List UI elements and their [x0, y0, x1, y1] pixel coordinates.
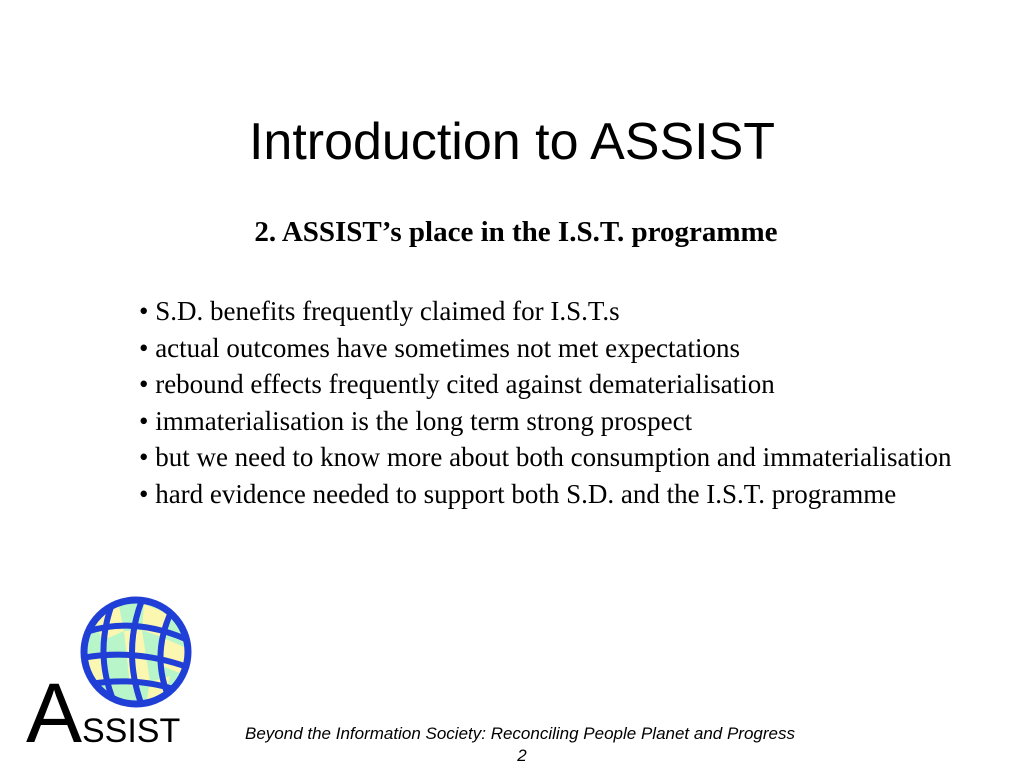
bullet-item: • rebound effects frequently cited against dematerialisation [139, 369, 775, 399]
slide-title: Introduction to ASSIST [248, 113, 776, 171]
slide-subtitle: 2. ASSIST’s place in the I.S.T. programme [254, 216, 778, 248]
footer-text: Beyond the Information Society: Reconciling People Planet and Progress [245, 724, 795, 743]
page-number: 2 [517, 746, 527, 765]
logo-letter-a: A [26, 666, 83, 746]
bullet-list [139, 293, 999, 512]
bullet-item: • actual outcomes have sometimes not met expectations [139, 332, 741, 363]
logo-letters: SSIST [82, 712, 181, 746]
bullet-item: • but we need to know more about both consumption and immaterialisation [139, 442, 952, 472]
bullet-item: • hard evidence needed to support both S.D. and the I.S.T. programme [139, 478, 897, 509]
bullet-item: • S.D. benefits frequently claimed for I.S.T.s [139, 296, 620, 326]
bullet-item: • immaterialisation is the long term strong prospect [139, 405, 693, 436]
